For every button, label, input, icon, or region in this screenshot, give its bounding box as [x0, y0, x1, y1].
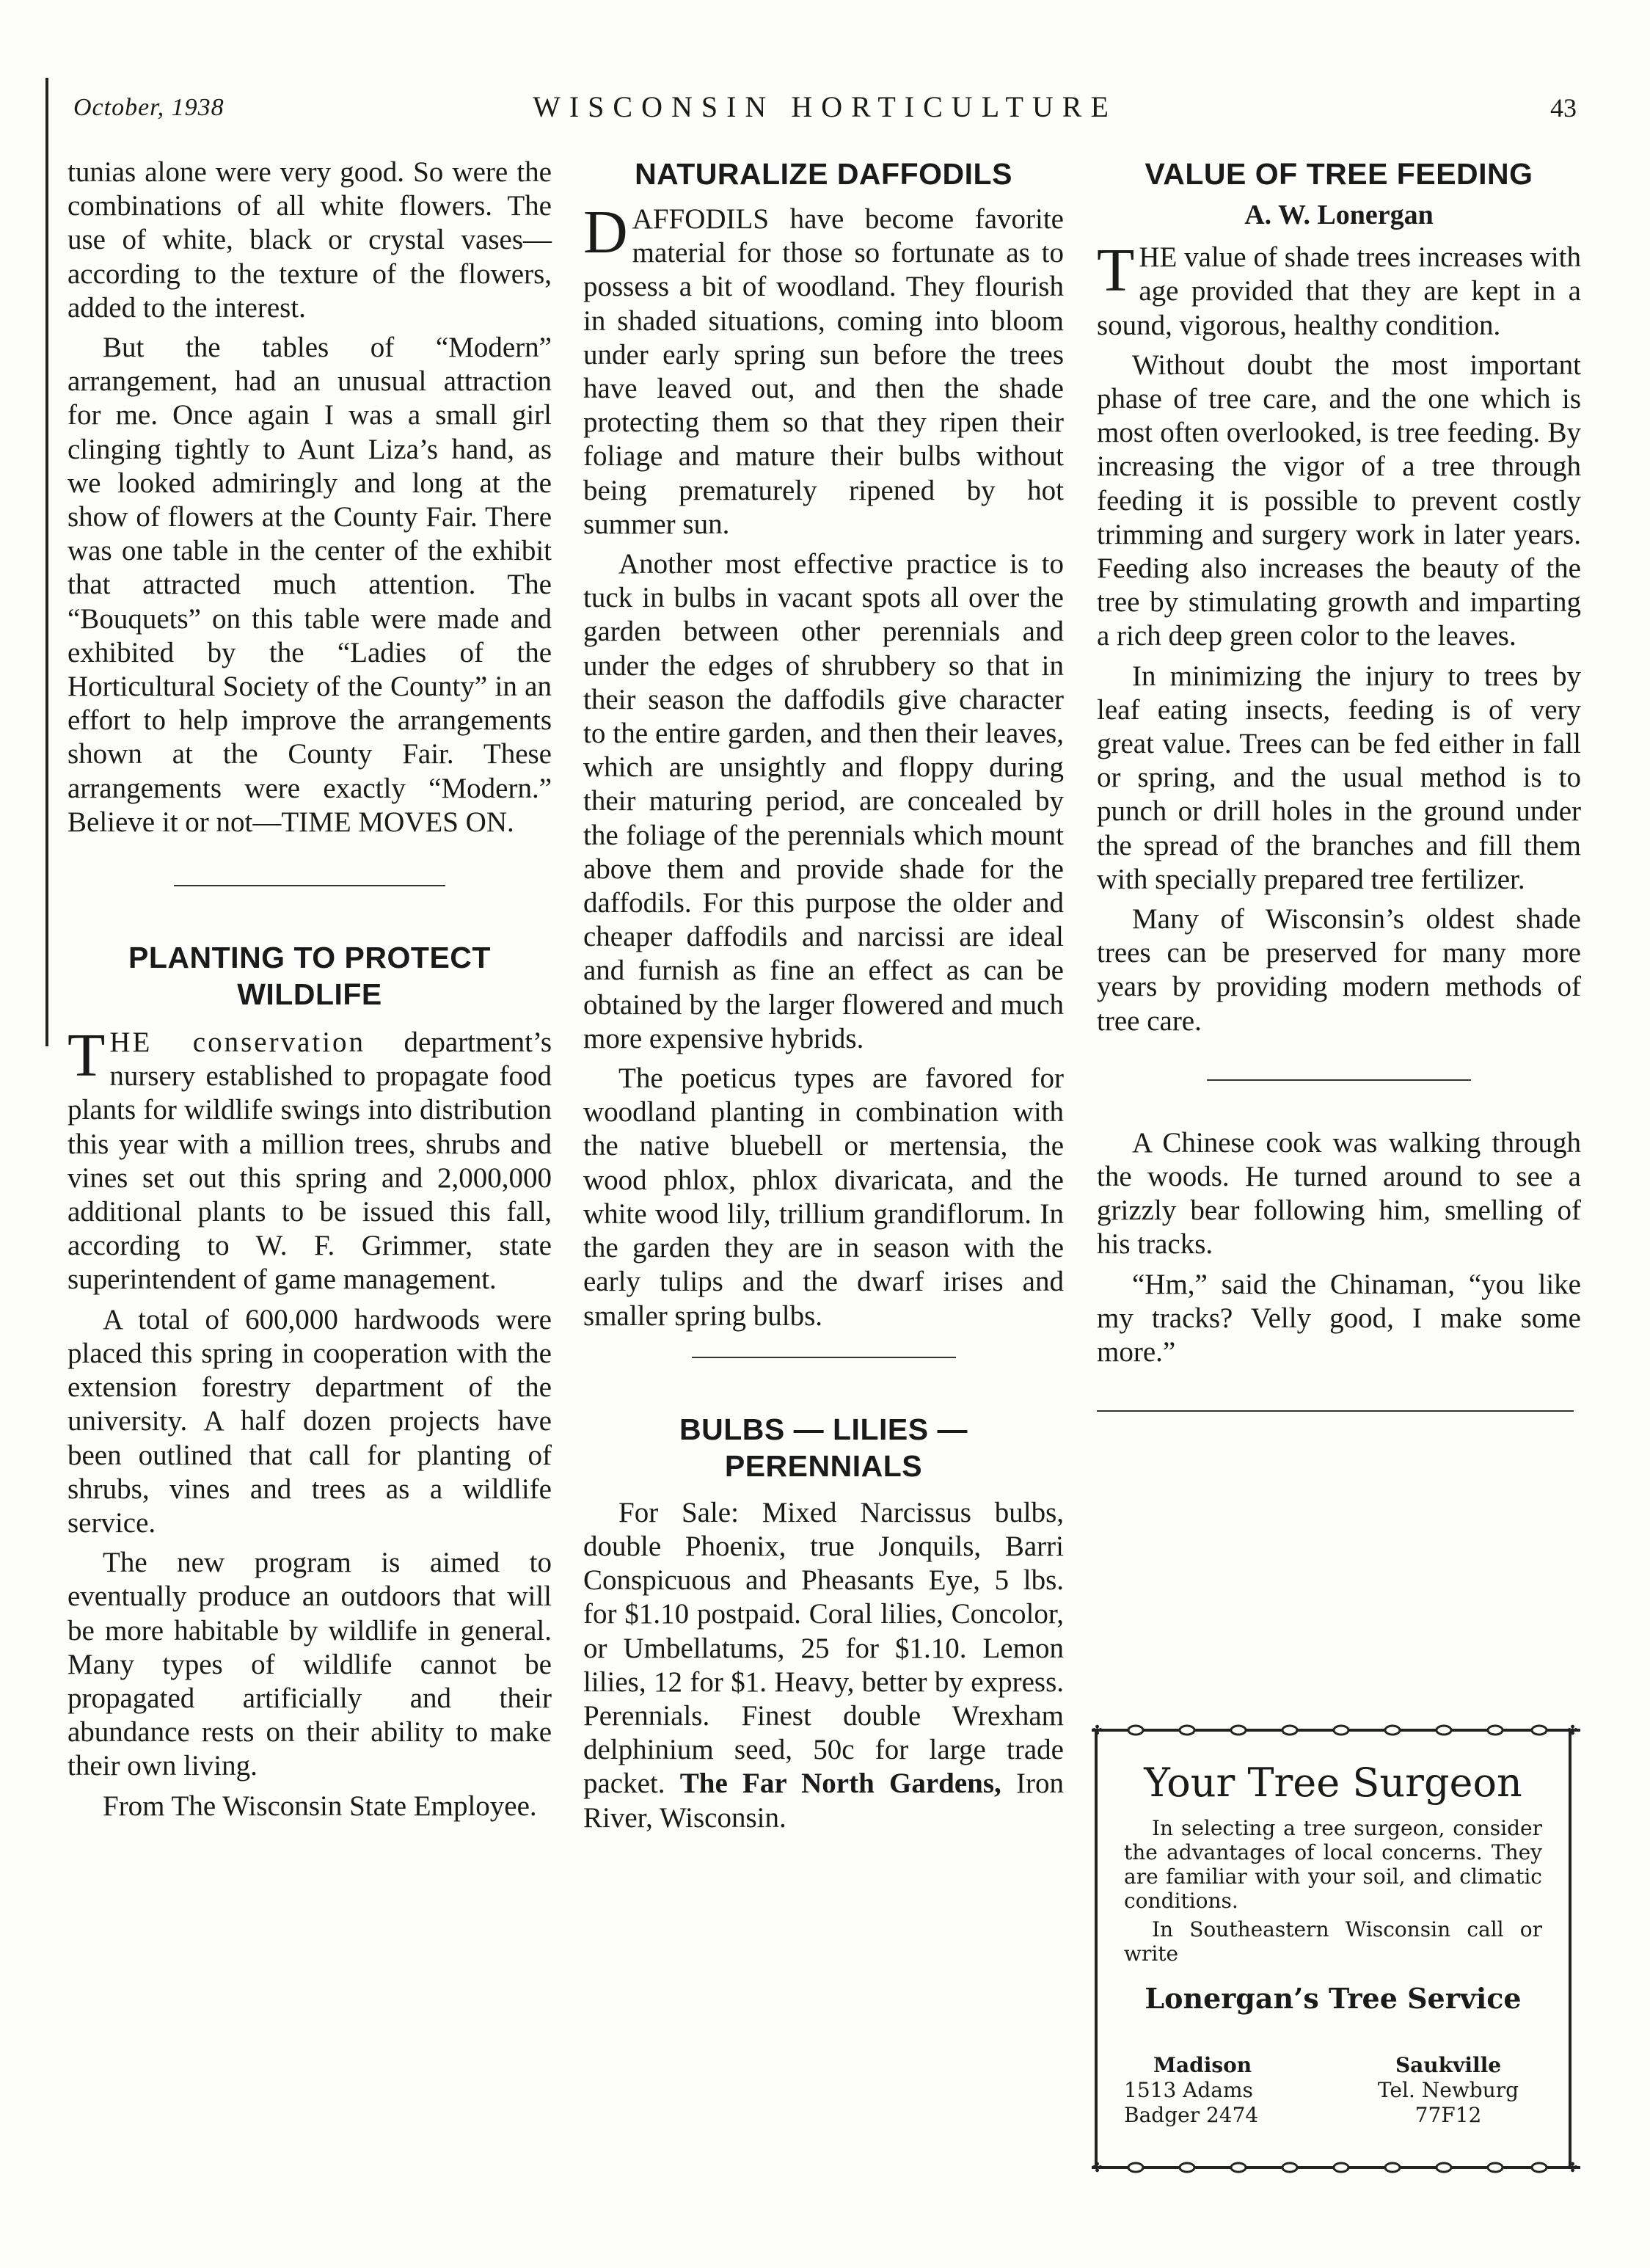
- continued-paragraph-1: tunias alone were very good. So were the combinations of all white flowers. The use of white, black or crystal vases—according to the texture of the flowers, added to the interest.: [67, 156, 552, 324]
- advertisement-text-2: In Southeastern Wisconsin call or write: [1124, 1917, 1542, 1966]
- joke-paragraph-2: “Hm,” said the Chinaman, “you like my tracks? Velly good, I make some more.”: [1097, 1268, 1581, 1368]
- issue-date: October, 1938: [73, 94, 224, 121]
- tree-paragraph-1: [1097, 236, 1581, 343]
- daffodils-paragraph-3: The poeticus types are favored for woodland planting in combination with the native bluebell or mertensia, the wood phlox, phlox divaricata, and the white wood lily, trillium grandiflorum. In the garden they are in season with the early tulips and the dwarf irises and smaller spring bulbs.: [583, 1062, 1064, 1332]
- wildlife-heading: PLANTING TO PROTECT WILDLIFE: [128, 941, 491, 1012]
- bulbs-advertisement-text: [583, 1496, 1064, 1835]
- decorative-chain-border: [1092, 2162, 1580, 2173]
- lead-in: AFFODILS: [632, 203, 770, 235]
- decorative-chain-border: [1092, 1724, 1580, 1736]
- drop-cap: T: [67, 1021, 106, 1090]
- wildlife-paragraph-1: [67, 1021, 552, 1297]
- tree-feeding-heading: VALUE OF TREE FEEDING: [1145, 157, 1533, 191]
- drop-cap: T: [1097, 236, 1135, 305]
- paragraph-text: have become favorite material for those so fortunate as to possess a bit of woodland. They flourish in shaded situations, coming into bloom under early spring sun before the trees have leaved out, and then the shade protecting them so that they ripen their foliage and mature their bulbs without being prematurely ripened by hot summer sun.: [583, 203, 1064, 540]
- svg-text:✤: ✤: [1567, 1724, 1579, 1736]
- tree-paragraph-3: In minimizing the injury to trees by leaf eating insects, feeding is of very great value. Trees can be fed either in fall or spring, and the usual method is to punch or drill holes in the ground under the spread of the branches and fill them with specially prepared tree fertilizer.: [1097, 660, 1581, 895]
- advertisement-text-1: In selecting a tree surgeon, consider the advantages of local concerns. They are familiar with your soil, and climatic conditions.: [1124, 1816, 1542, 1913]
- svg-text:✤: ✤: [1567, 2162, 1579, 2173]
- author-byline: A. W. Lonergan: [1244, 200, 1434, 230]
- daffodils-paragraph-2: Another most effective practice is to tuck in bulbs in vacant spots all over the garden between other perennials and under the edges of shrubbery so that in their season the daffodils give character to the entire garden, and then their leaves, which are unsightly and floppy during their maturing period, are concealed by the foliage of the perennials which mount above them and provide shade for the daffodils. For this purpose the older and cheaper daffodils and narcissi are ideal and furnish as fine an effect as can be obtained by the larger flowered and much more expensive hybrids.: [583, 548, 1064, 1054]
- tree-paragraph-2: Without doubt the most important phase of tree care, and the one which is most often overlooked, is tree feeding. By increasing the vigor of a tree through feeding it is possible to prevent costly trimming and surgery work in later years. Feeding also increases the beauty of the tree by stimulating growth and imparting a rich deep green color to the leaves.: [1097, 349, 1581, 652]
- madison-address: [1124, 2053, 1329, 2128]
- phone-exchange: Tel. Newburg: [1377, 2078, 1519, 2102]
- paragraph-text: department’s nursery established to propagate food plants for wildlife swings into distribution this year with a million trees, shrubs and vines set out this spring and 2,000,000 additional plants to be issued this fall, according to W. F. Grimmer, state superintendent of game management.: [67, 1027, 552, 1296]
- section-divider: [174, 885, 445, 886]
- ad-separator-rule: [1097, 1410, 1574, 1412]
- section-divider: [692, 1357, 956, 1358]
- section-divider: [1207, 1079, 1471, 1081]
- city-name: Madison: [1153, 2053, 1252, 2077]
- street-address: 1513 Adams: [1124, 2078, 1253, 2102]
- binding-edge-line: [45, 78, 48, 1046]
- wildlife-paragraph-3: The new program is aimed to eventually produce an outdoors that will be more habitable by wildlife in general. Many types of wildlife cannot be propagated artificially and their abundance rests on their ability to make their own living.: [67, 1547, 552, 1782]
- firm-name: Lonergan’s Tree Service: [1145, 1982, 1522, 2015]
- running-head: [0, 87, 1650, 131]
- continued-paragraph-2: But the tables of “Modern” arrangement, had an unusual attraction for me. Once again I was a small girl clinging tightly to Aunt Liza’s hand, as we looked admiringly and long at the show of flowers at the County Fair. There was one table in the center of the exhibit that attracted much attention. The “Bouquets” on this table were made and exhibited by the “Ladies of the Horticultural Society of the County” in an effort to help improve the arrangements shown at the County Fair. These arrangements were exactly “Modern.” Believe it or not—TIME MOVES ON.: [67, 332, 552, 838]
- saukville-address: [1346, 2053, 1551, 2128]
- column-3: [1097, 156, 1581, 1412]
- city-name: Saukville: [1395, 2053, 1502, 2077]
- tree-paragraph-4: Many of Wisconsin’s oldest shade trees can be preserved for many more years by providing modern methods of tree care.: [1097, 903, 1581, 1037]
- daffodils-paragraph-1: [583, 198, 1064, 542]
- wildlife-source: From The Wisconsin State Employee.: [103, 1790, 537, 1822]
- lead-in: HE: [1139, 241, 1178, 274]
- paragraph-text: For Sale: Mixed Narcissus bulbs, double Phoenix, true Jonquils, Barri Conspicuous and Pheasants Eye, 5 lbs. for $1.10 postpaid. Coral lilies, Concolor, or Umbellatums, 25 for $1.10. Lemon lilies, 12 for $1. Heavy, better by express. Perennials. Finest double Wrexham delphinium seed, 50c for large trade packet.: [583, 1496, 1064, 1800]
- column-1: [67, 156, 552, 1823]
- phone-number: Badger 2474: [1124, 2103, 1259, 2127]
- column-2: [583, 156, 1064, 1835]
- drop-cap: D: [583, 198, 628, 266]
- seller-location: Iron River, Wisconsin.: [583, 1768, 1064, 1834]
- paragraph-text: value of shade trees increases with age provided that they are kept in a sound, vigorous, healthy condition.: [1097, 241, 1581, 341]
- joke-paragraph-1: A Chinese cook was walking through the woods. He turned around to see a grizzly bear following him, smelling of his tracks.: [1097, 1126, 1581, 1261]
- svg-text:✤: ✤: [1092, 1724, 1103, 1736]
- lead-in: HE conservation: [109, 1027, 366, 1059]
- daffodils-heading: NATURALIZE DAFFODILS: [635, 157, 1012, 191]
- phone-number: 77F12: [1414, 2103, 1482, 2127]
- advertisement-title: Your Tree Surgeon: [1144, 1760, 1522, 1806]
- page-number: 43: [1550, 93, 1577, 123]
- tree-surgeon-advertisement: [1092, 1724, 1579, 2173]
- wildlife-paragraph-2: A total of 600,000 hardwoods were placed this spring in cooperation with the extension forestry department of the university. A half dozen projects have been outlined that call for planting of shrubs, vines and trees as a wildlife service.: [67, 1303, 552, 1539]
- seller-name: The Far North Gardens,: [679, 1768, 1001, 1800]
- bulbs-heading: BULBS — LILIES — PERENNIALS: [679, 1412, 968, 1483]
- svg-text:✤: ✤: [1092, 2162, 1103, 2173]
- publication-title: WISCONSIN HORTICULTURE: [533, 90, 1117, 123]
